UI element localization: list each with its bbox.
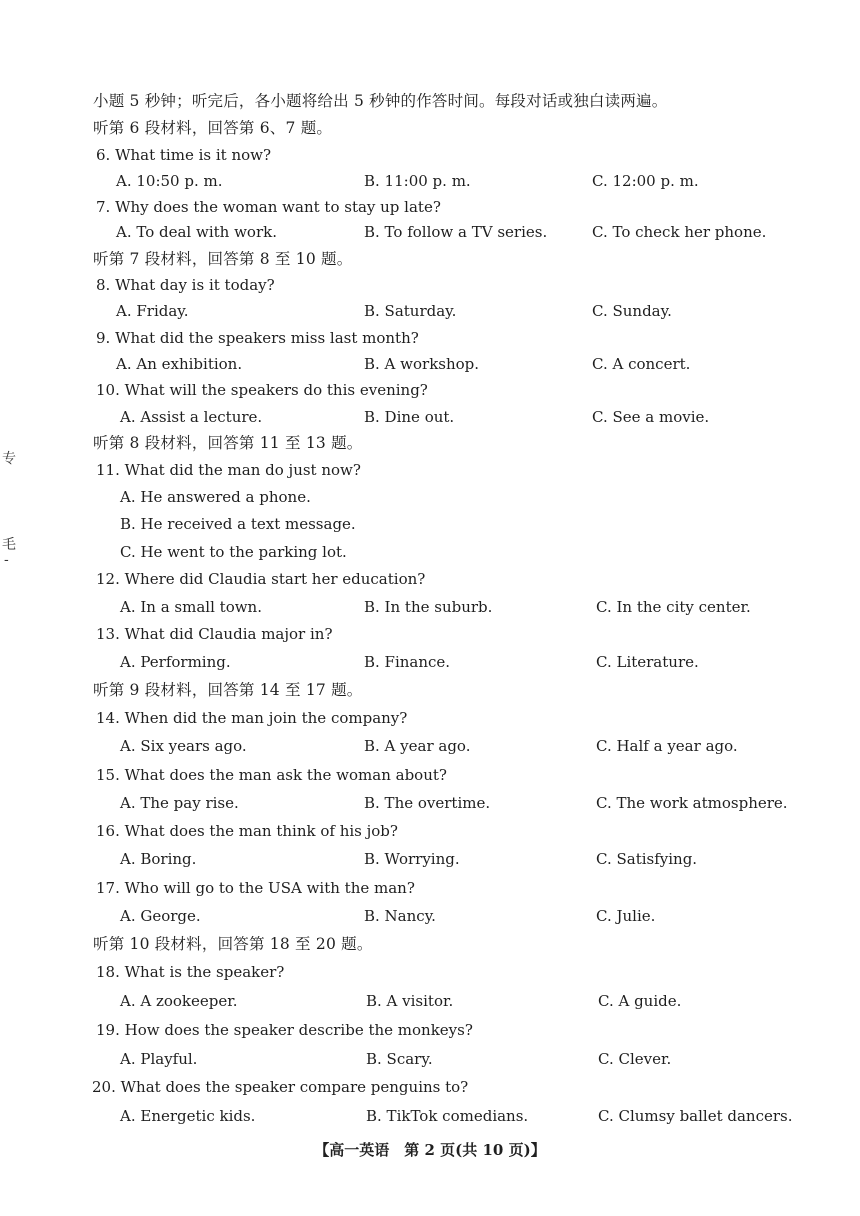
option-a: A. The pay rise. <box>120 794 239 812</box>
margin-mark: 专 <box>2 451 16 467</box>
option-b: B. Finance. <box>364 653 451 671</box>
section-heading: 听第 10 段材料，回答第 18 至 20 题。 <box>93 935 373 953</box>
option-b: B. To follow a TV series. <box>364 223 548 241</box>
option-a: A. Energetic kids. <box>120 1107 256 1125</box>
option-c: C. A guide. <box>598 992 682 1010</box>
section-heading: 听第 6 段材料，回答第 6、7 题。 <box>93 119 333 137</box>
question-stem: 10. What will the speakers do this evening? <box>96 381 428 399</box>
question-stem: 16. What does the man think of his job? <box>96 822 398 840</box>
question-stem: 14. When did the man join the company? <box>96 709 408 727</box>
question-stem: 15. What does the man ask the woman about? <box>96 766 447 784</box>
option-a: A. An exhibition. <box>116 355 243 373</box>
question-stem: 11. What did the man do just now? <box>96 461 361 479</box>
option-c: C. In the city center. <box>596 598 751 616</box>
option-a: A. Assist a lecture. <box>120 408 263 426</box>
option-a: A. To deal with work. <box>116 223 277 241</box>
option-a: A. A zookeeper. <box>120 992 238 1010</box>
question-stem: 20. What does the speaker compare penguins to? <box>92 1078 469 1096</box>
option-c: C. Satisfying. <box>596 850 698 868</box>
question-stem: 7. Why does the woman want to stay up late? <box>96 198 441 216</box>
option-c: C. Half a year ago. <box>596 737 738 755</box>
option-c: C. The work atmosphere. <box>596 794 788 812</box>
question-stem: 18. What is the speaker? <box>96 963 285 981</box>
page-footer: 【高一英语 第 2 页(共 10 页)】 <box>314 1141 546 1159</box>
section-heading: 听第 8 段材料，回答第 11 至 13 题。 <box>93 434 363 452</box>
option-c: C. Clever. <box>598 1050 672 1068</box>
option-a: A. George. <box>120 907 201 925</box>
option-b: B. He received a text message. <box>120 515 356 533</box>
margin-mark: 毛 <box>2 537 16 553</box>
option-b: B. A visitor. <box>366 992 454 1010</box>
option-c: C. Sunday. <box>592 302 672 320</box>
intro-instruction: 小题 5 秒钟；听完后，各小题将给出 5 秒钟的作答时间。每段对话或独白读两遍。 <box>93 92 668 110</box>
option-a: A. He answered a phone. <box>120 488 311 506</box>
option-a: A. Boring. <box>120 850 197 868</box>
question-stem: 9. What did the speakers miss last month? <box>96 329 419 347</box>
option-a: A. Performing. <box>120 653 231 671</box>
option-a: A. Playful. <box>120 1050 198 1068</box>
option-c: C. To check her phone. <box>592 223 767 241</box>
section-heading: 听第 9 段材料，回答第 14 至 17 题。 <box>93 681 363 699</box>
option-c: C. Literature. <box>596 653 699 671</box>
question-stem: 19. How does the speaker describe the monkeys? <box>96 1021 473 1039</box>
option-b: B. Worrying. <box>364 850 460 868</box>
option-c: C. A concert. <box>592 355 691 373</box>
option-b: B. TikTok comedians. <box>366 1107 529 1125</box>
option-c: C. See a movie. <box>592 408 710 426</box>
margin-mark: - <box>4 552 9 568</box>
option-a: A. In a small town. <box>120 598 262 616</box>
question-stem: 13. What did Claudia major in? <box>96 625 333 643</box>
question-stem: 6. What time is it now? <box>96 146 272 164</box>
option-c: C. 12:00 p. m. <box>592 172 699 190</box>
option-a: A. 10:50 p. m. <box>116 172 223 190</box>
option-b: B. Saturday. <box>364 302 457 320</box>
section-heading: 听第 7 段材料，回答第 8 至 10 题。 <box>93 250 353 268</box>
option-c: C. Julie. <box>596 907 656 925</box>
option-b: B. A workshop. <box>364 355 480 373</box>
option-c: C. Clumsy ballet dancers. <box>598 1107 793 1125</box>
option-b: B. Nancy. <box>364 907 436 925</box>
option-a: A. Six years ago. <box>120 737 247 755</box>
option-c: C. He went to the parking lot. <box>120 543 347 561</box>
option-b: B. Scary. <box>366 1050 433 1068</box>
question-stem: 8. What day is it today? <box>96 276 275 294</box>
option-a: A. Friday. <box>116 302 189 320</box>
option-b: B. 11:00 p. m. <box>364 172 471 190</box>
option-b: B. A year ago. <box>364 737 471 755</box>
option-b: B. In the suburb. <box>364 598 493 616</box>
option-b: B. The overtime. <box>364 794 491 812</box>
option-b: B. Dine out. <box>364 408 455 426</box>
question-stem: 17. Who will go to the USA with the man? <box>96 879 415 897</box>
question-stem: 12. Where did Claudia start her education? <box>96 570 426 588</box>
